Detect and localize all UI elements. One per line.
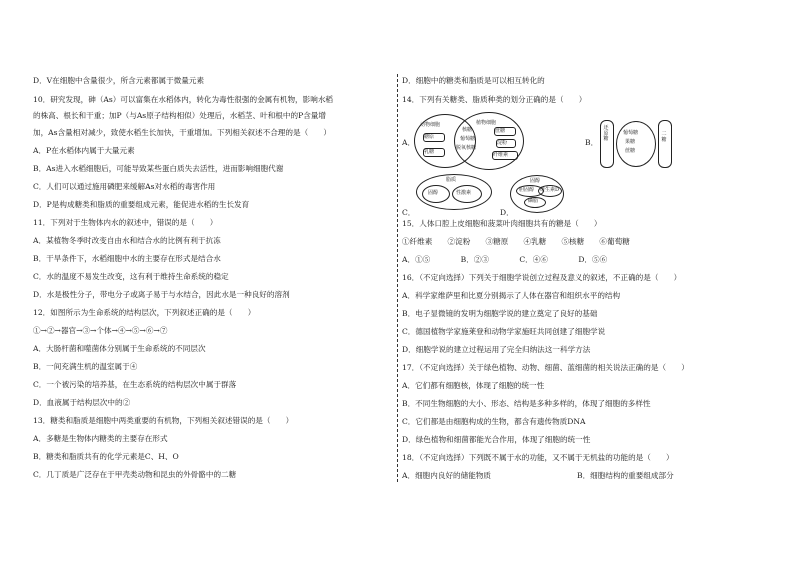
venn-diagram-a: 动物细胞 植物细胞 糖原 乳糖 核糖 葡萄糖 脱氧核糖 蔗糖 淀粉 纤维素 <box>414 110 524 170</box>
text-line: C．人们可以通过施用磷肥来缓解As对水稻的毒害作用 <box>33 182 216 191</box>
text-line: B．不同生物细胞的大小、形态、结构是多种多样的，体现了细胞的多样性 <box>402 399 651 408</box>
text-line: C．一个被污染的培养基，在生态系统的结构层次中属于群落 <box>33 380 237 389</box>
text-line: ①纤维素 ②淀粉 ③糖原 ④乳糖 ⑤核糖 ⑥葡萄糖 <box>402 237 630 246</box>
text-line: B．As进入水稻细胞后，可能导致某些蛋白质失去活性，进而影响细胞代谢 <box>33 164 284 173</box>
text-line: 的株高、根长和干重；加P（与As原子结构相似）处理后，水稻茎、叶和根中的P含量增 <box>33 111 326 120</box>
text-line: B．干旱条件下，水稻细胞中水的主要存在形式是结合水 <box>33 254 221 263</box>
option-b-label: B． <box>585 138 599 147</box>
text-line: B．一间充满生机的温室属于④ <box>33 362 138 371</box>
set-diagram-b: 还原糖 葡萄糖 果糖 蔗糖 二糖 <box>598 120 688 170</box>
text-line: 11．下列对于生物体内水的叙述中，错误的是（ ） <box>33 218 218 227</box>
text-line: D．P是构成糖类和脂质的重要组成元素，能促进水稻的生长发育 <box>33 200 250 209</box>
text-line: D．细胞中的糖类和脂质是可以相互转化的 <box>402 76 545 85</box>
q18-option-a: A．细胞内良好的储能物质 <box>402 471 492 480</box>
text-line: C．几丁质是广泛存在于甲壳类动物和昆虫的外骨骼中的二糖 <box>33 470 237 479</box>
text-line: C．水的温度不易发生改变，这有利于维持生命系统的稳定 <box>33 272 229 281</box>
text-line: 加，As含量相对减少，致使水稻生长加快，干重增加。下列相关叙述不合理的是（ ） <box>33 128 331 137</box>
text-line: 17．（不定向选择）关于绿色植物、动物、细菌、蓝细菌的相关说法正确的是（ ） <box>402 363 689 372</box>
text-line: B．电子显微镜的发明为细胞学说的建立奠定了良好的基础 <box>402 309 598 318</box>
text-line: A．P在水稻体内属于大量元素 <box>33 146 135 155</box>
text-line: 12．如图所示为生命系统的结构层次，下列叙述正确的是（ ） <box>33 308 256 317</box>
text-line: A．多糖是生物体内糖类的主要存在形式 <box>33 434 168 443</box>
text-line: 15．人体口腔上皮细胞和菠菜叶肉细胞共有的糖是（ ） <box>402 219 602 228</box>
option-a-label: A． <box>402 138 416 147</box>
text-line: 14．下列有关糖类、脂质种类的划分正确的是（ ） <box>402 95 587 104</box>
text-line: D．水是极性分子，带电分子或离子易于与水结合，因此水是一种良好的溶剂 <box>33 290 290 299</box>
text-line: A．大肠杆菌和噬菌体分别属于生命系统的不同层次 <box>33 344 206 353</box>
text-line: A．①⑤ B．②③ C．④⑥ D．⑤⑥ <box>402 255 608 264</box>
text-line: A．科学家维萨里和比夏分别揭示了人体在器官和组织水平的结构 <box>402 291 621 300</box>
set-diagram-c: 脂质 固醇 性激素 <box>416 174 496 212</box>
text-line: C．它们都是由细胞构成的生物，都含有遗传物质DNA <box>402 417 586 426</box>
option-c-label: C． <box>402 208 416 217</box>
q18-option-b: B．细胞结构的重要组成部分 <box>577 471 674 480</box>
text-line: D．细胞学说的建立过程运用了完全归纳法这一科学方法 <box>402 345 591 354</box>
text-line: 16．（不定向选择）下列关于细胞学说创立过程及意义的叙述，不正确的是（ ） <box>402 273 682 282</box>
column-divider <box>397 74 398 482</box>
text-line: D．血液属于结构层次中的② <box>33 398 131 407</box>
text-line: B．糖类和脂质共有的化学元素是C、H、O <box>33 452 179 461</box>
text-line: 10．研究发现，砷（As）可以富集在水稻体内，转化为毒性很强的金属有机物，影响水稻 <box>33 95 334 104</box>
text-line: D．绿色植物和细菌都能光合作用，体现了细胞的统一性 <box>402 435 591 444</box>
text-line: D．V在细胞中含量很少，所含元素都属于微量元素 <box>33 76 205 85</box>
text-line: 13．糖类和脂质是细胞中两类重要的有机物，下列相关叙述错误的是（ ） <box>33 416 294 425</box>
option-d-label: D． <box>500 208 514 217</box>
text-line: A．某植物冬季时改变自由水和结合水的比例有利于抗冻 <box>33 236 221 245</box>
text-line: ①→②→器官→③→个体→④→⑤→⑥→⑦ <box>33 326 168 335</box>
text-line: C．德国植物学家施莱登和动物学家施旺共同创建了细胞学说 <box>402 327 606 336</box>
text-line: 18．（不定向选择）下列既不属于水的功能，又不属于无机盐的功能的是（ ） <box>402 453 674 462</box>
text-line: A．它们都有细胞核，体现了细胞的统一性 <box>402 381 545 390</box>
set-diagram-d: 固醇 胆固醇 维生素D 磷脂 <box>510 175 570 213</box>
